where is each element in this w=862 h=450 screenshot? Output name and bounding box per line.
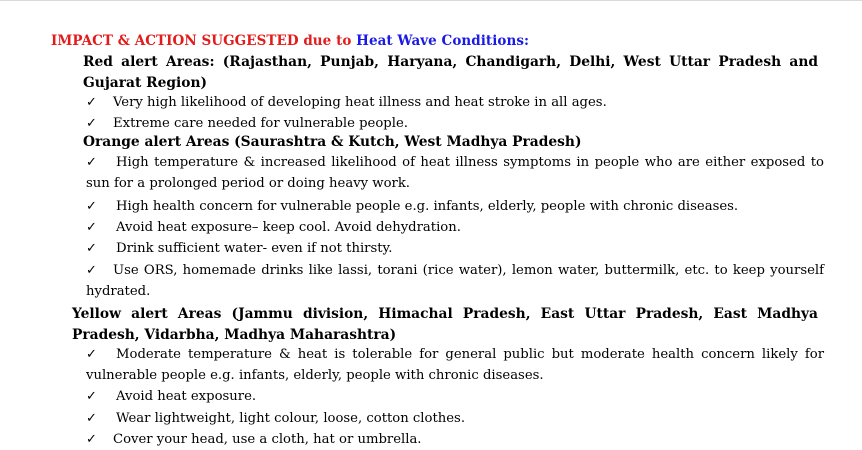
list-item [86,386,826,407]
checkmark-icon: ✓ [86,347,97,362]
document-title [51,33,529,49]
yellow-alert-heading: Yellow alert Areas (Jammu division, Himachal Pradesh, East Uttar Pradesh, East Madhya Pradesh, Vidarbha, Madhya Maharashtra) [72,306,818,343]
list-item [86,217,826,238]
list-item-text: Wear lightweight, light colour, loose, cotton clothes. [116,411,466,426]
list-item [86,408,826,429]
list-item [86,113,826,134]
checkmark-icon: ✓ [86,411,97,426]
checkmark-icon: ✓ [86,199,97,214]
list-item [86,429,826,450]
checkmark-icon: ✓ [86,432,97,447]
list-item [86,196,826,217]
checkmark-icon: ✓ [86,241,97,256]
red-alert-heading: Red alert Areas: (Rajasthan, Punjab, Haryana, Chandigarh, Delhi, West Uttar Pradesh and Gujarat Region) [83,54,818,91]
list-item [86,344,826,386]
title-prefix: IMPACT & ACTION SUGGESTED due to [51,33,357,49]
list-item [86,92,826,113]
list-item [86,152,826,194]
list-item [86,260,826,302]
list-item-text: High temperature & increased likelihood of heat illness symptoms in people who are either exposed to sun for a prolonged period or doing heavy work. [86,155,824,191]
title-highlight: Heat Wave Conditions: [356,33,530,49]
list-item-text: Cover your head, use a cloth, hat or umbrella. [113,432,422,447]
top-rule [0,0,862,1]
checkmark-icon: ✓ [86,116,97,131]
list-item-text: High health concern for vulnerable people e.g. infants, elderly, people with chronic diseases. [116,199,739,214]
list-item-text: Extreme care needed for vulnerable people. [113,116,408,131]
orange-alert-heading: Orange alert Areas (Saurashtra & Kutch, West Madhya Pradesh) [83,134,582,150]
checkmark-icon: ✓ [86,95,97,110]
checkmark-icon: ✓ [86,263,97,278]
list-item-text: Drink sufficient water- even if not thirsty. [116,241,393,256]
list-item-text: Use ORS, homemade drinks like lassi, torani (rice water), lemon water, buttermilk, etc. to keep yourself hydrated. [86,263,824,299]
list-item-text: Avoid heat exposure. [116,389,257,404]
checkmark-icon: ✓ [86,220,97,235]
list-item-text: Very high likelihood of developing heat illness and heat stroke in all ages. [113,95,607,110]
list-item-text: Moderate temperature & heat is tolerable for general public but moderate health concern likely for vulnerable people e.g. infants, elderly, people with chronic diseases. [86,347,824,383]
list-item-text: Avoid heat exposure– keep cool. Avoid dehydration. [116,220,461,235]
list-item [86,238,826,259]
checkmark-icon: ✓ [86,389,97,404]
checkmark-icon: ✓ [86,155,97,170]
